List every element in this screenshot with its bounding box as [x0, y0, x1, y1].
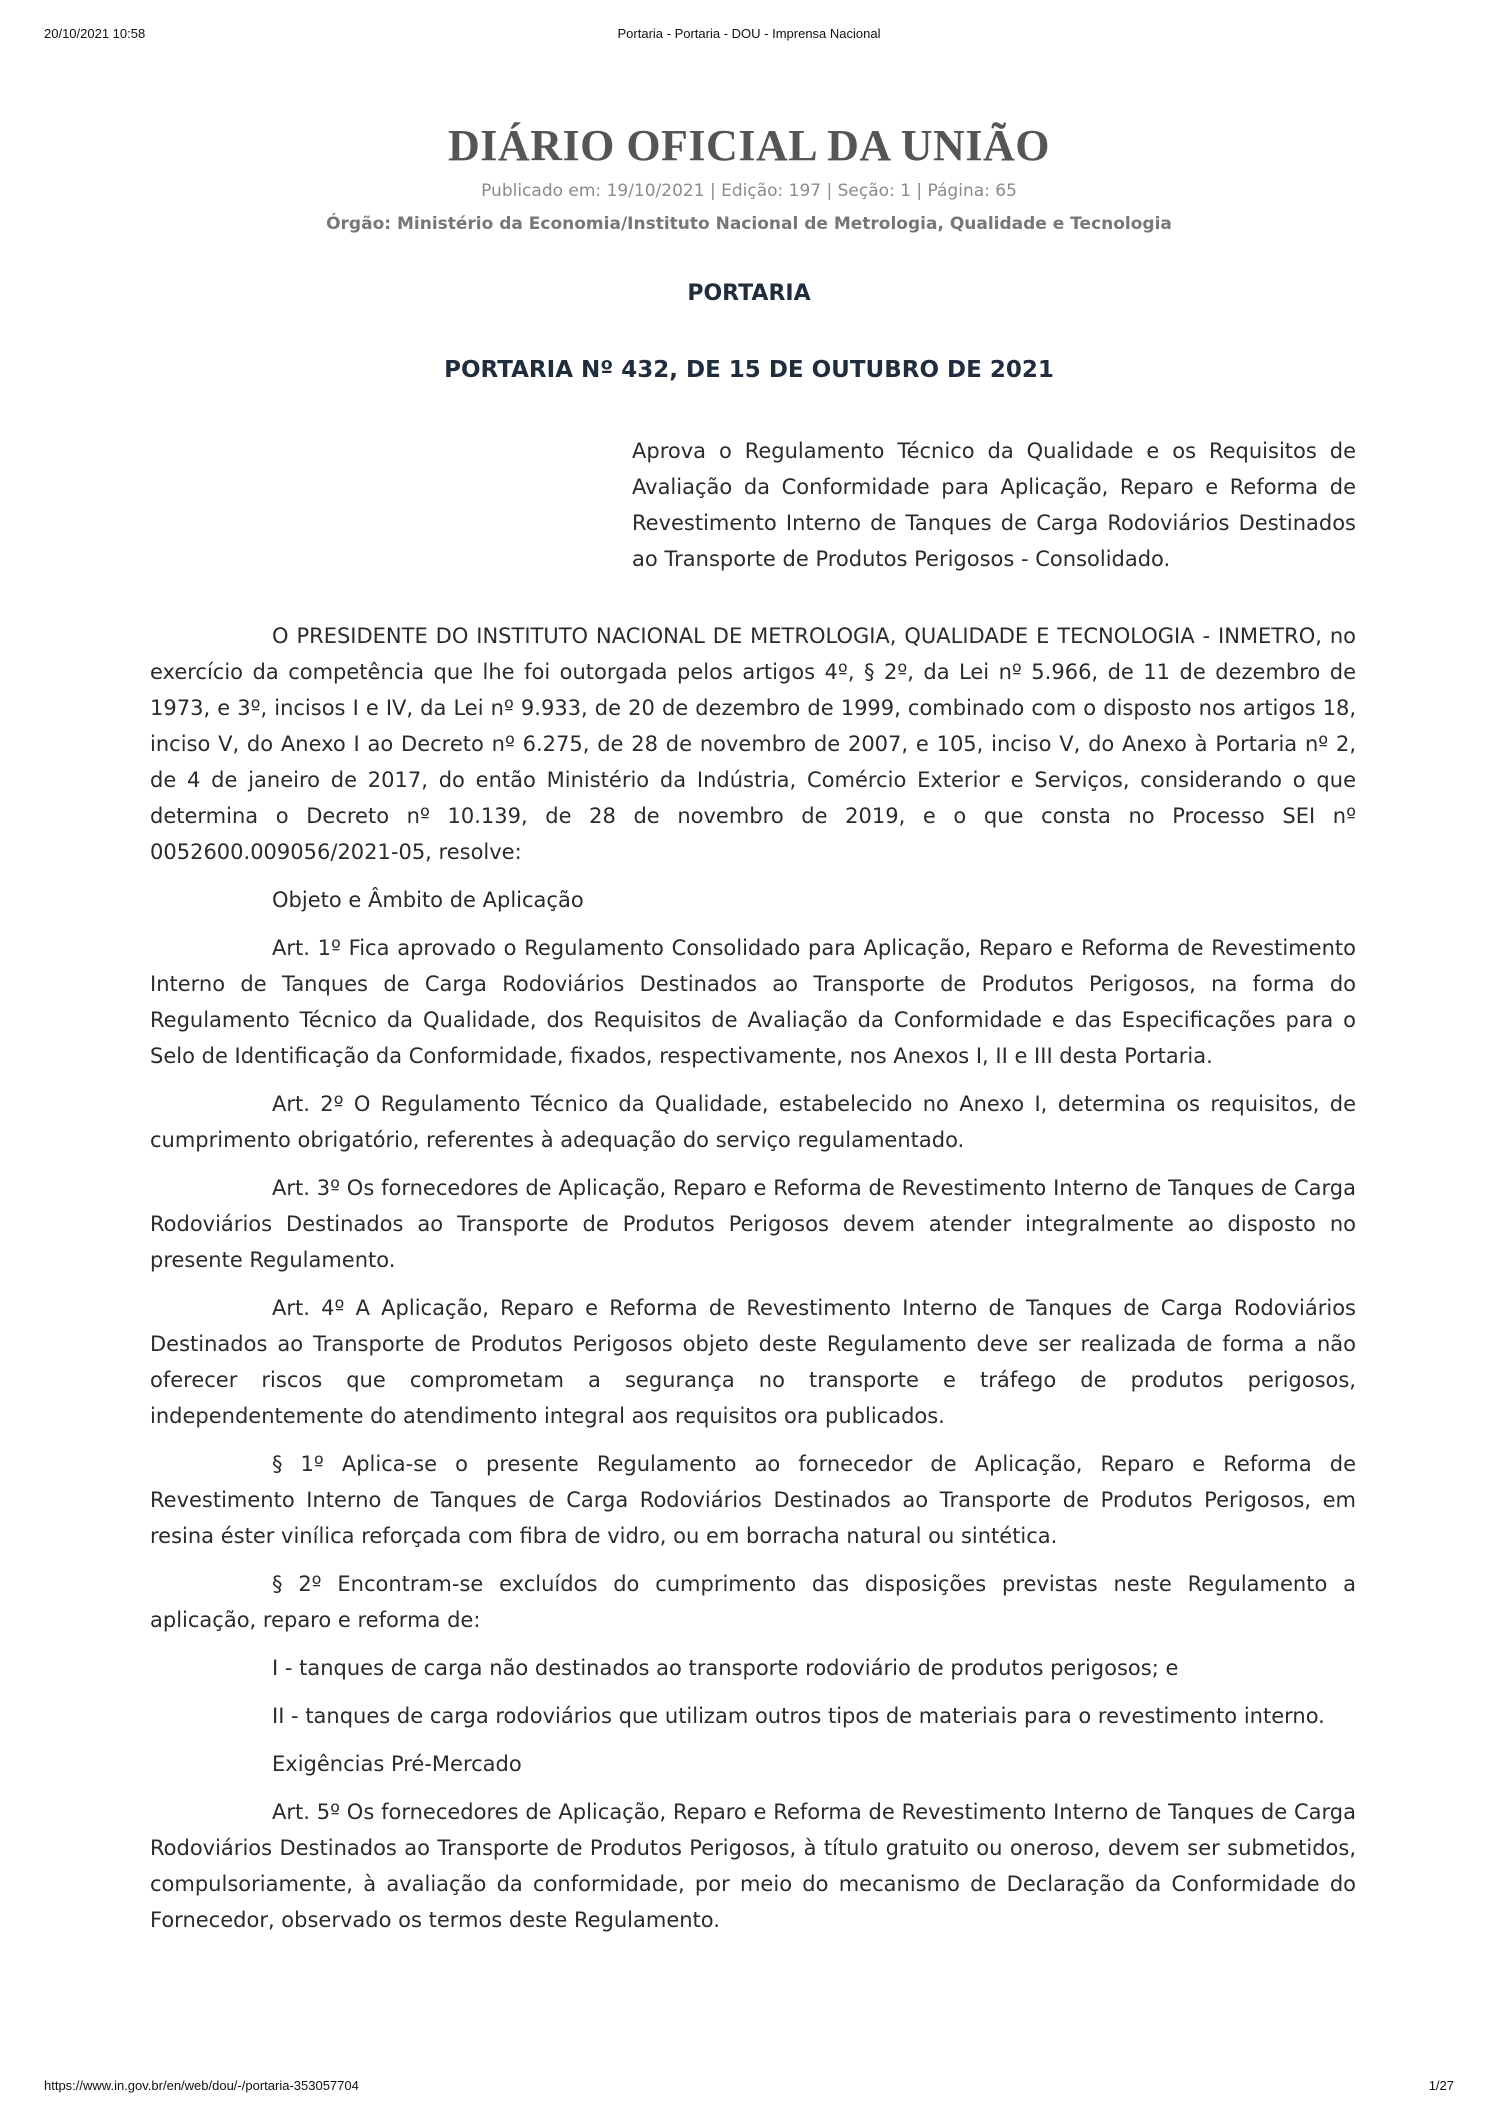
list-item-i: I - tanques de carga não destinados ao transporte rodoviário de produtos perigosos; e [272, 1656, 1179, 1680]
section-heading: Exigências Pré-Mercado [272, 1752, 522, 1776]
masthead-title: DIÁRIO OFICIAL DA UNIÃO [448, 121, 1050, 170]
article-4-paragraph-1: § 1º Aplica-se o presente Regulamento ao fornecedor de Aplicação, Reparo e Reforma de Revestimento Interno de Tanques de Carga Rodoviários Destinados ao Transporte de Produtos Perigosos, em resina éster vinílica reforçada com fibra de vidro, ou em borracha natural ou sintética. [150, 1452, 1356, 1548]
document-type: PORTARIA [687, 281, 811, 306]
source-url[interactable]: https://www.in.gov.br/en/web/dou/-/portaria-353057704 [44, 2078, 359, 2093]
issuing-agency: Órgão: Ministério da Economia/Instituto Nacional de Metrologia, Qualidade e Tecnologia [326, 214, 1172, 234]
article-1: Art. 1º Fica aprovado o Regulamento Consolidado para Aplicação, Reparo e Reforma de Revestimento Interno de Tanques de Carga Rodoviários Destinados ao Transporte de Produtos Perigosos, na forma do Regulamento Técnico da Qualidade, dos Requisitos de Avaliação da Conformidade e das Especificações para o Selo de Identificação da Conformidade, fixados, respectivamente, nos Anexos I, II e III desta Portaria. [150, 936, 1356, 1068]
article-4-paragraph-2: § 2º Encontram-se excluídos do cumprimento das disposições previstas neste Regulamento a aplicação, reparo e reforma de: [150, 1572, 1356, 1632]
article-2: Art. 2º O Regulamento Técnico da Qualidade, estabelecido no Anexo I, determina os requisitos, de cumprimento obrigatório, referentes à adequação do serviço regulamentado. [150, 1092, 1356, 1152]
list-item-ii: II - tanques de carga rodoviários que utilizam outros tipos de materiais para o revestimento interno. [272, 1704, 1325, 1728]
preamble-paragraph: O PRESIDENTE DO INSTITUTO NACIONAL DE METROLOGIA, QUALIDADE E TECNOLOGIA - INMETRO, no exercício da competência que lhe foi outorgada pelos artigos 4º, § 2º, da Lei nº 5.966, de 11 de dezembro de 1973, e 3º, incisos I e IV, da Lei nº 9.933, de 20 de dezembro de 1999, combinado com o disposto nos artigos 18, inciso V, do Anexo I ao Decreto nº 6.275, de 28 de novembro de 2007, e 105, inciso V, do Anexo à Portaria nº 2, de 4 de janeiro de 2017, do então Ministério da Indústria, Comércio Exterior e Serviços, considerando o que determina o Decreto nº 10.139, de 28 de novembro de 2019, e o que consta no Processo SEI nº 0052600.009056/2021-05, resolve: [150, 624, 1356, 864]
document-body [150, 618, 1356, 1938]
section-heading: Objeto e Âmbito de Aplicação [272, 888, 584, 912]
article-4: Art. 4º A Aplicação, Reparo e Reforma de Revestimento Interno de Tanques de Carga Rodoviários Destinados ao Transporte de Produtos Perigosos objeto deste Regulamento deve ser realizada de forma a não oferecer riscos que comprometam a segurança no transporte e tráfego de produtos perigosos, independentemente do atendimento integral aos requisitos ora publicados. [150, 1296, 1356, 1428]
print-datetime: 20/10/2021 10:58 [44, 26, 146, 41]
page-number: 1/27 [1428, 2078, 1454, 2093]
article-3: Art. 3º Os fornecedores de Aplicação, Reparo e Reforma de Revestimento Interno de Tanques de Carga Rodoviários Destinados ao Transporte de Produtos Perigosos devem atender integralmente ao disposto no presente Regulamento. [150, 1176, 1356, 1272]
article-5: Art. 5º Os fornecedores de Aplicação, Reparo e Reforma de Revestimento Interno de Tanques de Carga Rodoviários Destinados ao Transporte de Produtos Perigosos, à título gratuito ou oneroso, devem ser submetidos, compulsoriamente, à avaliação da conformidade, por meio do mecanismo de Declaração da Conformidade do Fornecedor, observado os termos deste Regulamento. [150, 1800, 1356, 1932]
ementa: Aprova o Regulamento Técnico da Qualidade e os Requisitos de Avaliação da Conformidade para Aplicação, Reparo e Reforma de Revestimento Interno de Tanques de Carga Rodoviários Destinados ao Transporte de Produtos Perigosos - Consolidado. [632, 439, 1356, 571]
print-page-title: Portaria - Portaria - DOU - Imprensa Nacional [617, 26, 881, 41]
document-identifier: PORTARIA Nº 432, DE 15 DE OUTUBRO DE 2021 [444, 357, 1054, 383]
publication-info: Publicado em: 19/10/2021 | Edição: 197 | Seção: 1 | Página: 65 [481, 181, 1017, 201]
